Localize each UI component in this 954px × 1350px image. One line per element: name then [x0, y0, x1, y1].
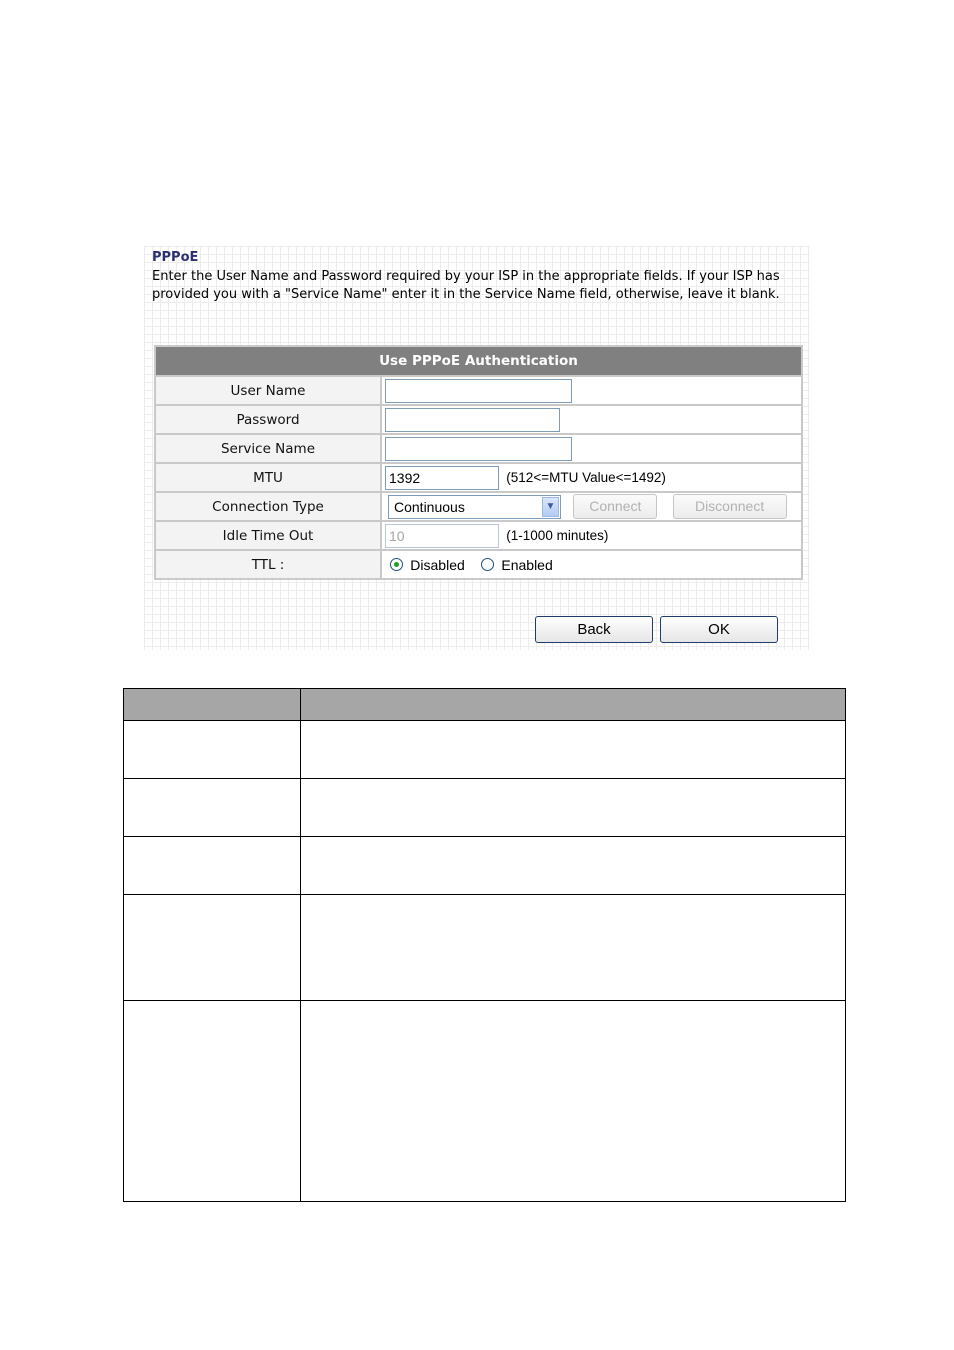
- ttl-label: TTL :: [155, 550, 381, 579]
- password-input[interactable]: [385, 408, 560, 432]
- table-row: [124, 721, 846, 779]
- idle-time-out-hint: (1-1000 minutes): [506, 528, 609, 543]
- connection-type-value: Continuous: [394, 498, 465, 515]
- table-cell: [301, 837, 846, 895]
- idle-time-out-input[interactable]: 10: [385, 524, 499, 548]
- table-cell: [301, 721, 846, 779]
- pppoe-form-table: [154, 345, 803, 580]
- table-cell: [124, 721, 301, 779]
- password-label: Password: [155, 405, 381, 434]
- table-cell: [301, 895, 846, 1001]
- back-button[interactable]: Back: [535, 616, 653, 643]
- service-name-input[interactable]: [385, 437, 572, 461]
- description-table-header: [124, 689, 846, 721]
- disconnect-button[interactable]: Disconnect: [673, 494, 787, 519]
- ttl-disabled-label: Disabled: [410, 556, 465, 573]
- service-name-label: Service Name: [155, 434, 381, 463]
- form-header: Use PPPoE Authentication: [155, 346, 802, 376]
- table-row: [124, 1001, 846, 1202]
- table-cell: [301, 779, 846, 837]
- table-row: [124, 837, 846, 895]
- panel-title: PPPoE: [152, 250, 199, 265]
- ok-button[interactable]: OK: [660, 616, 778, 643]
- connection-type-label: Connection Type: [155, 492, 381, 521]
- ttl-enabled-radio[interactable]: [481, 558, 494, 571]
- connection-type-select[interactable]: [388, 495, 561, 519]
- user-name-label: User Name: [155, 376, 381, 405]
- table-cell: [124, 779, 301, 837]
- mtu-label: MTU: [155, 463, 381, 492]
- ttl-enabled-label: Enabled: [501, 556, 553, 573]
- idle-time-out-label: Idle Time Out: [155, 521, 381, 550]
- table-row: [124, 779, 846, 837]
- user-name-input[interactable]: [385, 379, 572, 403]
- mtu-input[interactable]: 1392: [385, 466, 499, 490]
- description-table: [123, 688, 846, 1202]
- table-cell: [124, 837, 301, 895]
- header-cell-2: [301, 689, 846, 721]
- table-cell: [124, 1001, 301, 1202]
- ttl-disabled-radio[interactable]: [390, 558, 403, 571]
- header-cell-1: [124, 689, 301, 721]
- table-row: [124, 895, 846, 1001]
- chevron-down-icon[interactable]: ▼: [542, 497, 559, 517]
- panel-description: Enter the User Name and Password required by your ISP in the appropriate fields. If your ISP has provided you with a "Service Name" enter it in the Service Name field, otherwise, leave it blank.: [152, 269, 780, 302]
- pppoe-settings-panel: [144, 246, 810, 650]
- table-cell: [301, 1001, 846, 1202]
- connect-button[interactable]: Connect: [573, 494, 657, 519]
- table-cell: [124, 895, 301, 1001]
- mtu-hint: (512<=MTU Value<=1492): [506, 470, 666, 485]
